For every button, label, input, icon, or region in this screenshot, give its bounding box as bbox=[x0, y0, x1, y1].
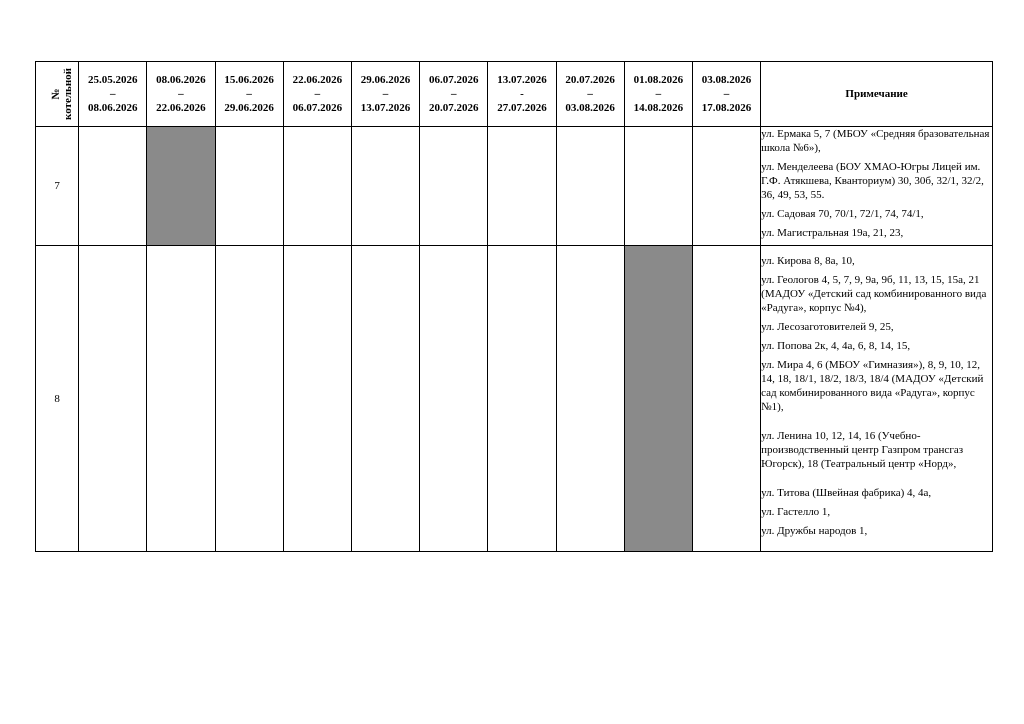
boiler-number: 7 bbox=[36, 127, 79, 246]
period-cell bbox=[351, 127, 419, 246]
note-line: ул. Садовая 70, 70/1, 72/1, 74, 74/1, bbox=[761, 208, 924, 220]
note-line: ул. Кирова 8, 8а, 10, bbox=[761, 255, 855, 267]
table-row bbox=[36, 246, 993, 552]
table-row bbox=[36, 127, 993, 246]
period-header-9: 01.08.2026 – 14.08.2026 bbox=[624, 62, 692, 127]
note-line: ул. Менделеева (БОУ ХМАО-Югры Лицей им. Г.Ф. Атякшева, Кванториум) 30, 30б, 32/1, 32/2, 36, 49, 53, 55. bbox=[761, 161, 984, 201]
note-line: ул. Попова 2к, 4, 4а, 6, 8, 14, 15, bbox=[761, 340, 911, 352]
note-line: ул. Ермака 5, 7 (МБОУ «Средняя бразовательная школа №6»), bbox=[761, 128, 990, 154]
boiler-number: 8 bbox=[36, 246, 79, 552]
period-header-3: 15.06.2026 – 29.06.2026 bbox=[215, 62, 283, 127]
period-cell bbox=[556, 127, 624, 246]
period-cell bbox=[624, 127, 692, 246]
note-line: ул. Дружбы народов 1, bbox=[761, 525, 868, 537]
notes-cell bbox=[761, 246, 993, 552]
period-cell bbox=[147, 246, 215, 552]
period-cell bbox=[420, 127, 488, 246]
period-cell bbox=[488, 246, 556, 552]
period-cell bbox=[79, 246, 147, 552]
period-cell bbox=[283, 127, 351, 246]
period-cell bbox=[215, 246, 283, 552]
note-line: ул. Ленина 10, 12, 14, 16 (Учебно-производственный центр Газпром трансгаз Югорск), 18 (Театральный центр «Норд», bbox=[761, 430, 964, 470]
note-header: Примечание bbox=[761, 62, 993, 127]
period-header-5: 29.06.2026 – 13.07.2026 bbox=[351, 62, 419, 127]
period-cell bbox=[215, 127, 283, 246]
note-line: ул. Лесозаготовителей 9, 25, bbox=[761, 321, 894, 333]
period-header-7: 13.07.2026 - 27.07.2026 bbox=[488, 62, 556, 127]
header-row bbox=[36, 62, 993, 127]
period-header-6: 06.07.2026 – 20.07.2026 bbox=[420, 62, 488, 127]
period-header-8: 20.07.2026 – 03.08.2026 bbox=[556, 62, 624, 127]
period-cell bbox=[79, 127, 147, 246]
period-header-4: 22.06.2026 – 06.07.2026 bbox=[283, 62, 351, 127]
boiler-label: котельной bbox=[62, 67, 74, 120]
schedule-table bbox=[35, 61, 993, 552]
shaded-period-cell bbox=[624, 246, 692, 552]
period-cell bbox=[692, 246, 760, 552]
note-line: ул. Титова (Швейная фабрика) 4, 4а, bbox=[761, 487, 932, 499]
boiler-number-header bbox=[36, 62, 79, 127]
period-cell bbox=[488, 127, 556, 246]
period-header-1: 25.05.2026 – 08.06.2026 bbox=[79, 62, 147, 127]
note-line: ул. Мира 4, 6 (МБОУ «Гимназия»), 8, 9, 10, 12, 14, 18, 18/1, 18/2, 18/3, 18/4 (МАДОУ «Детский сад комбинированного вида «Радуга», корпус №1), bbox=[761, 359, 984, 413]
notes-cell bbox=[761, 127, 993, 246]
period-cell bbox=[692, 127, 760, 246]
shaded-period-cell bbox=[147, 127, 215, 246]
note-line: ул. Гастелло 1, bbox=[761, 506, 831, 518]
number-sign: № bbox=[50, 87, 62, 100]
note-line: ул. Геологов 4, 5, 7, 9, 9а, 9б, 11, 13, 15, 15а, 21 (МАДОУ «Детский сад комбинированного вида «Радуга», корпус №4), bbox=[761, 274, 987, 314]
note-line: ул. Магистральная 19а, 21, 23, bbox=[761, 227, 904, 239]
period-header-10: 03.08.2026 – 17.08.2026 bbox=[692, 62, 760, 127]
period-cell bbox=[556, 246, 624, 552]
period-cell bbox=[420, 246, 488, 552]
period-cell bbox=[283, 246, 351, 552]
period-cell bbox=[351, 246, 419, 552]
period-header-2: 08.06.2026 – 22.06.2026 bbox=[147, 62, 215, 127]
